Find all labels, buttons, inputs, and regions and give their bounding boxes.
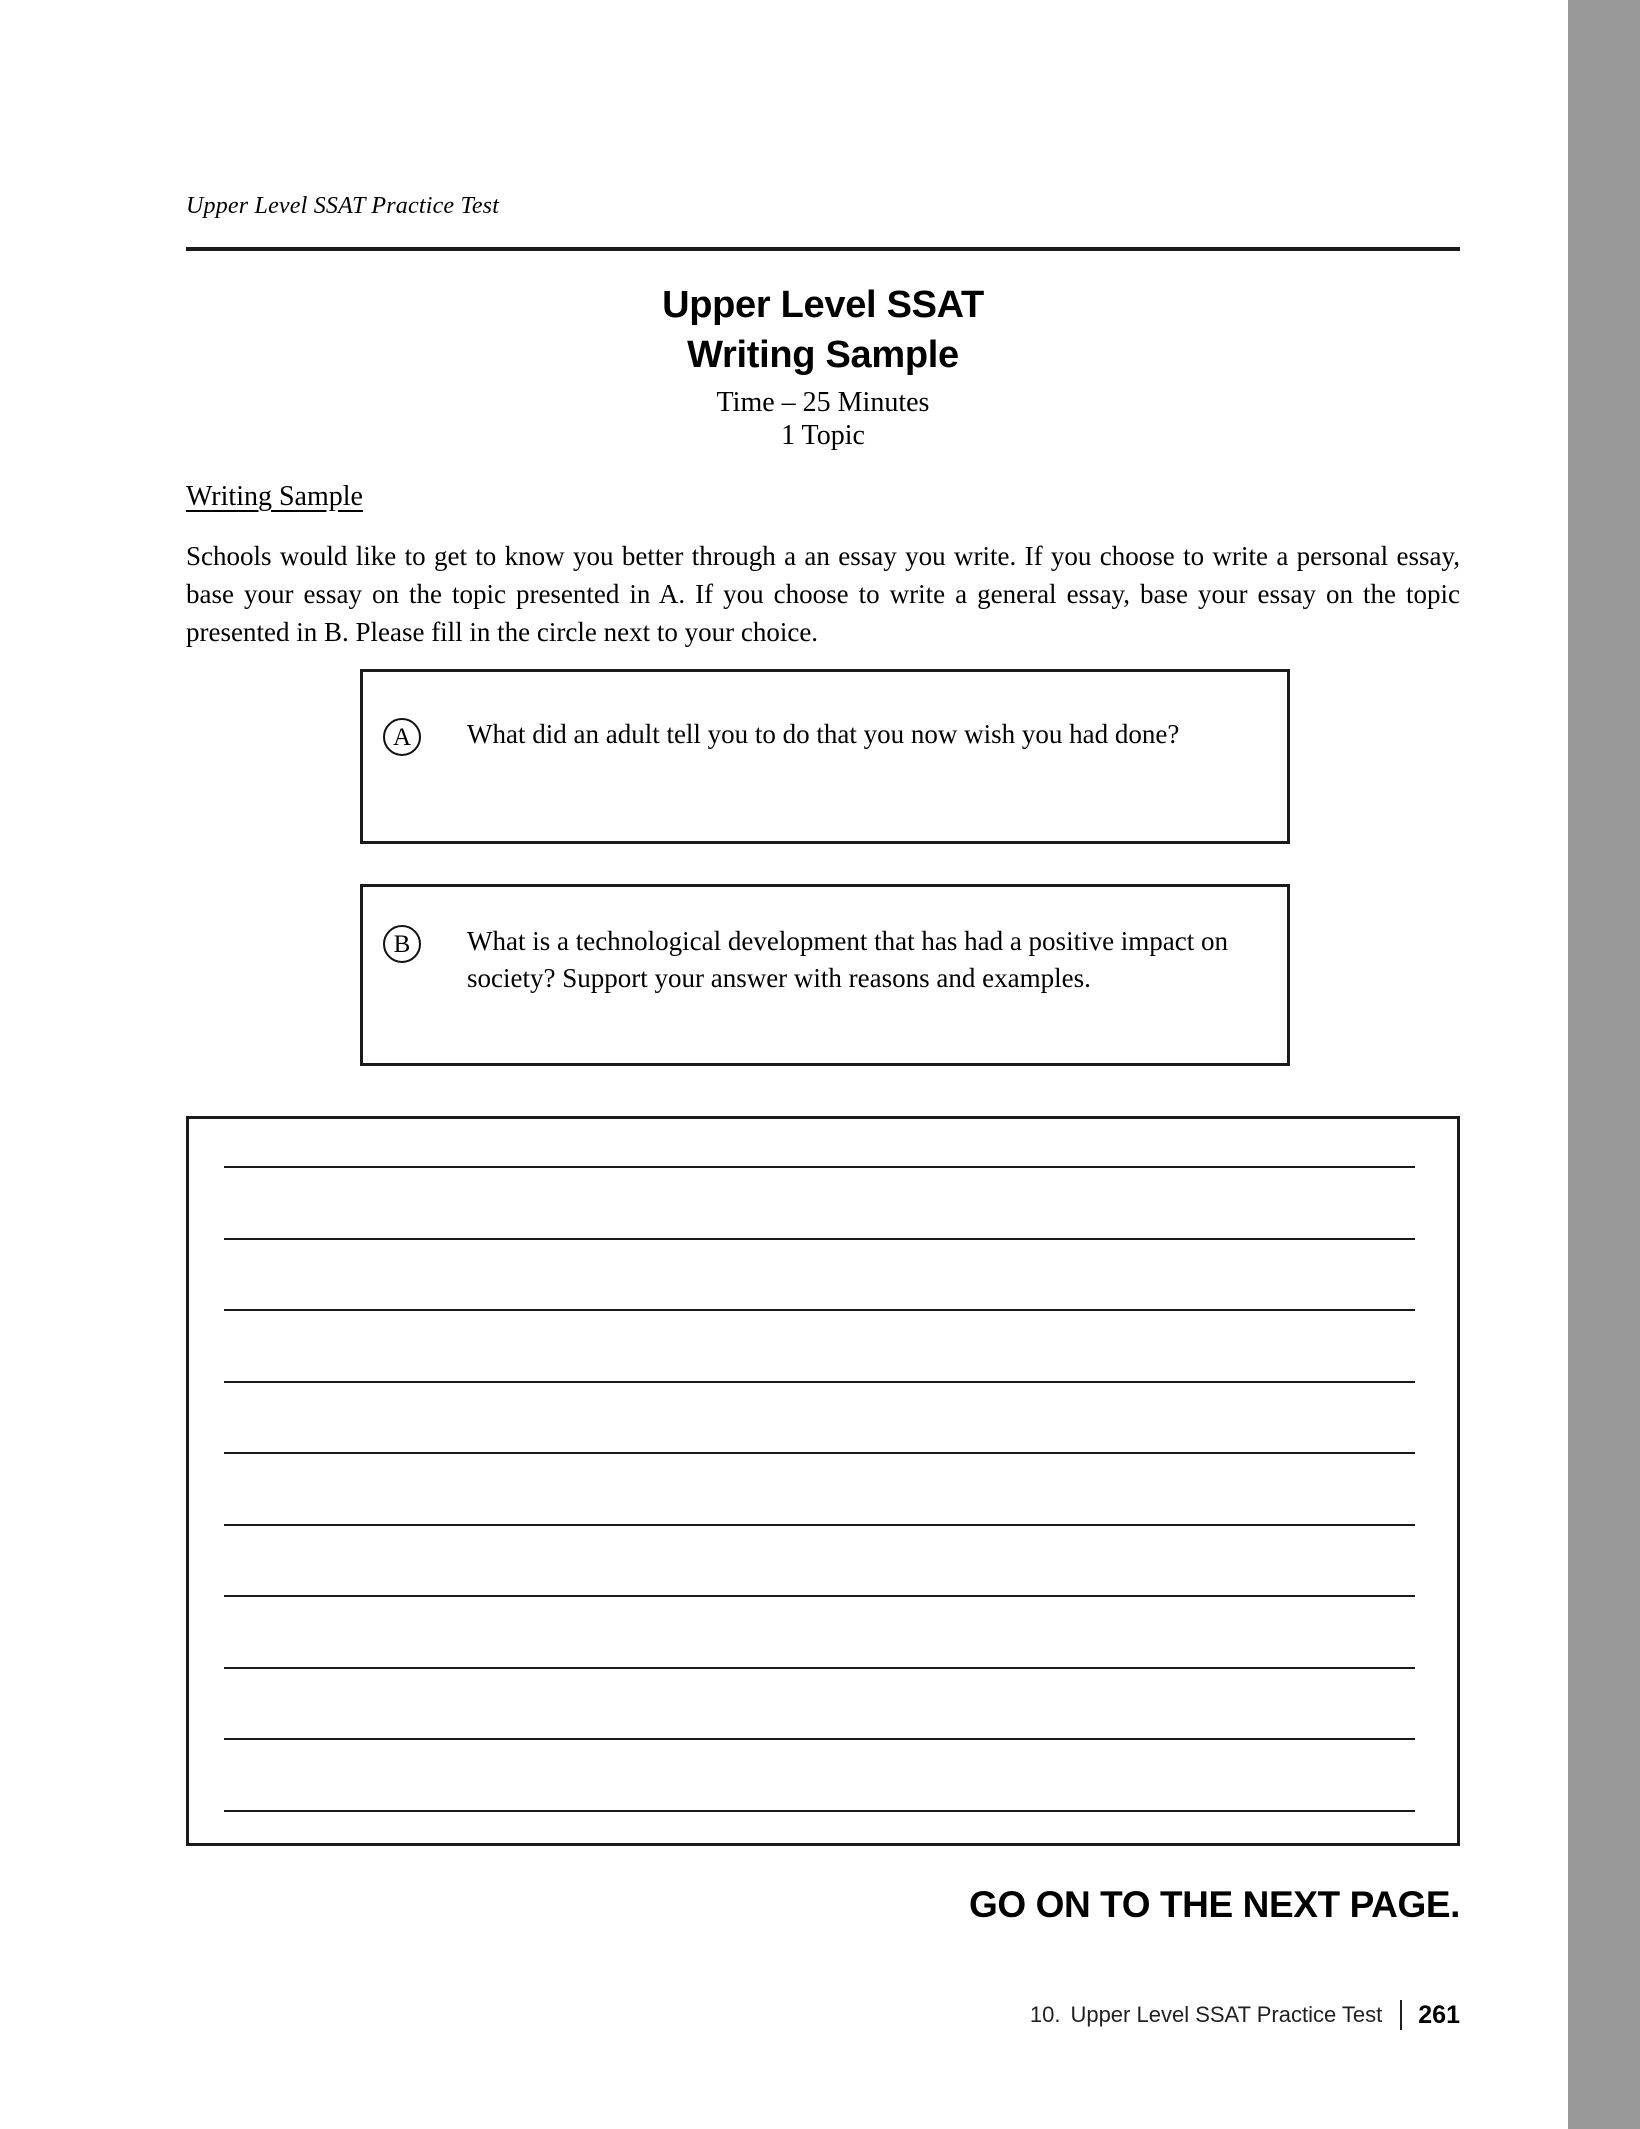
running-head: Upper Level SSAT Practice Test (186, 193, 500, 219)
answer-writing-box[interactable] (186, 1116, 1460, 1846)
footer-chapter-number: 10. (1029, 2002, 1061, 2027)
go-on-notice: GO ON TO THE NEXT PAGE. (968, 1884, 1460, 1925)
prompt-b-circle-marker[interactable]: B (383, 925, 421, 963)
page-footer (186, 2000, 1460, 2030)
title-block (186, 280, 1460, 452)
header-rule (186, 247, 1460, 251)
answer-write-line[interactable] (224, 1238, 1415, 1240)
topic-count: 1 Topic (781, 420, 865, 451)
page-title-line-2: Writing Sample (687, 334, 959, 376)
answer-write-line[interactable] (224, 1595, 1415, 1597)
answer-write-line[interactable] (224, 1667, 1415, 1669)
instructions-paragraph: Schools would like to get to know you better through a an essay you write. If you choose to write a personal essay, base your essay on the topic presented in A. If you choose to write a general essay, base your essay on the topic presented in B. Please fill in the circle next to your choice. (186, 541, 1460, 647)
prompt-a-text: What did an adult tell you to do that you now wish you had done? (467, 719, 1180, 749)
page-gutter-bar (1568, 0, 1640, 2129)
prompt-box-a[interactable] (360, 669, 1290, 844)
answer-lines-area (224, 1119, 1415, 1843)
footer-chapter-label: Upper Level SSAT Practice Test (1070, 2002, 1383, 2027)
footer-divider (1400, 2000, 1402, 2030)
section-heading: Writing Sample (186, 481, 363, 512)
footer-page-number: 261 (1418, 2000, 1460, 2029)
prompt-box-b[interactable] (360, 884, 1290, 1066)
prompt-a-content (383, 716, 1257, 756)
prompt-b-content (383, 923, 1257, 997)
page-title-line-1: Upper Level SSAT (662, 284, 984, 326)
answer-write-line[interactable] (224, 1381, 1415, 1383)
prompt-a-circle-marker[interactable]: A (383, 718, 421, 756)
answer-write-line[interactable] (224, 1452, 1415, 1454)
answer-write-line[interactable] (224, 1738, 1415, 1740)
page-content (186, 0, 1460, 2129)
answer-write-line[interactable] (224, 1166, 1415, 1168)
answer-write-line[interactable] (224, 1524, 1415, 1526)
answer-write-line[interactable] (224, 1309, 1415, 1311)
answer-write-line[interactable] (224, 1810, 1415, 1812)
prompt-b-text: What is a technological development that has had a positive impact on society? Support your answer with reasons and examples. (467, 926, 1229, 993)
time-allotment: Time – 25 Minutes (716, 387, 930, 418)
